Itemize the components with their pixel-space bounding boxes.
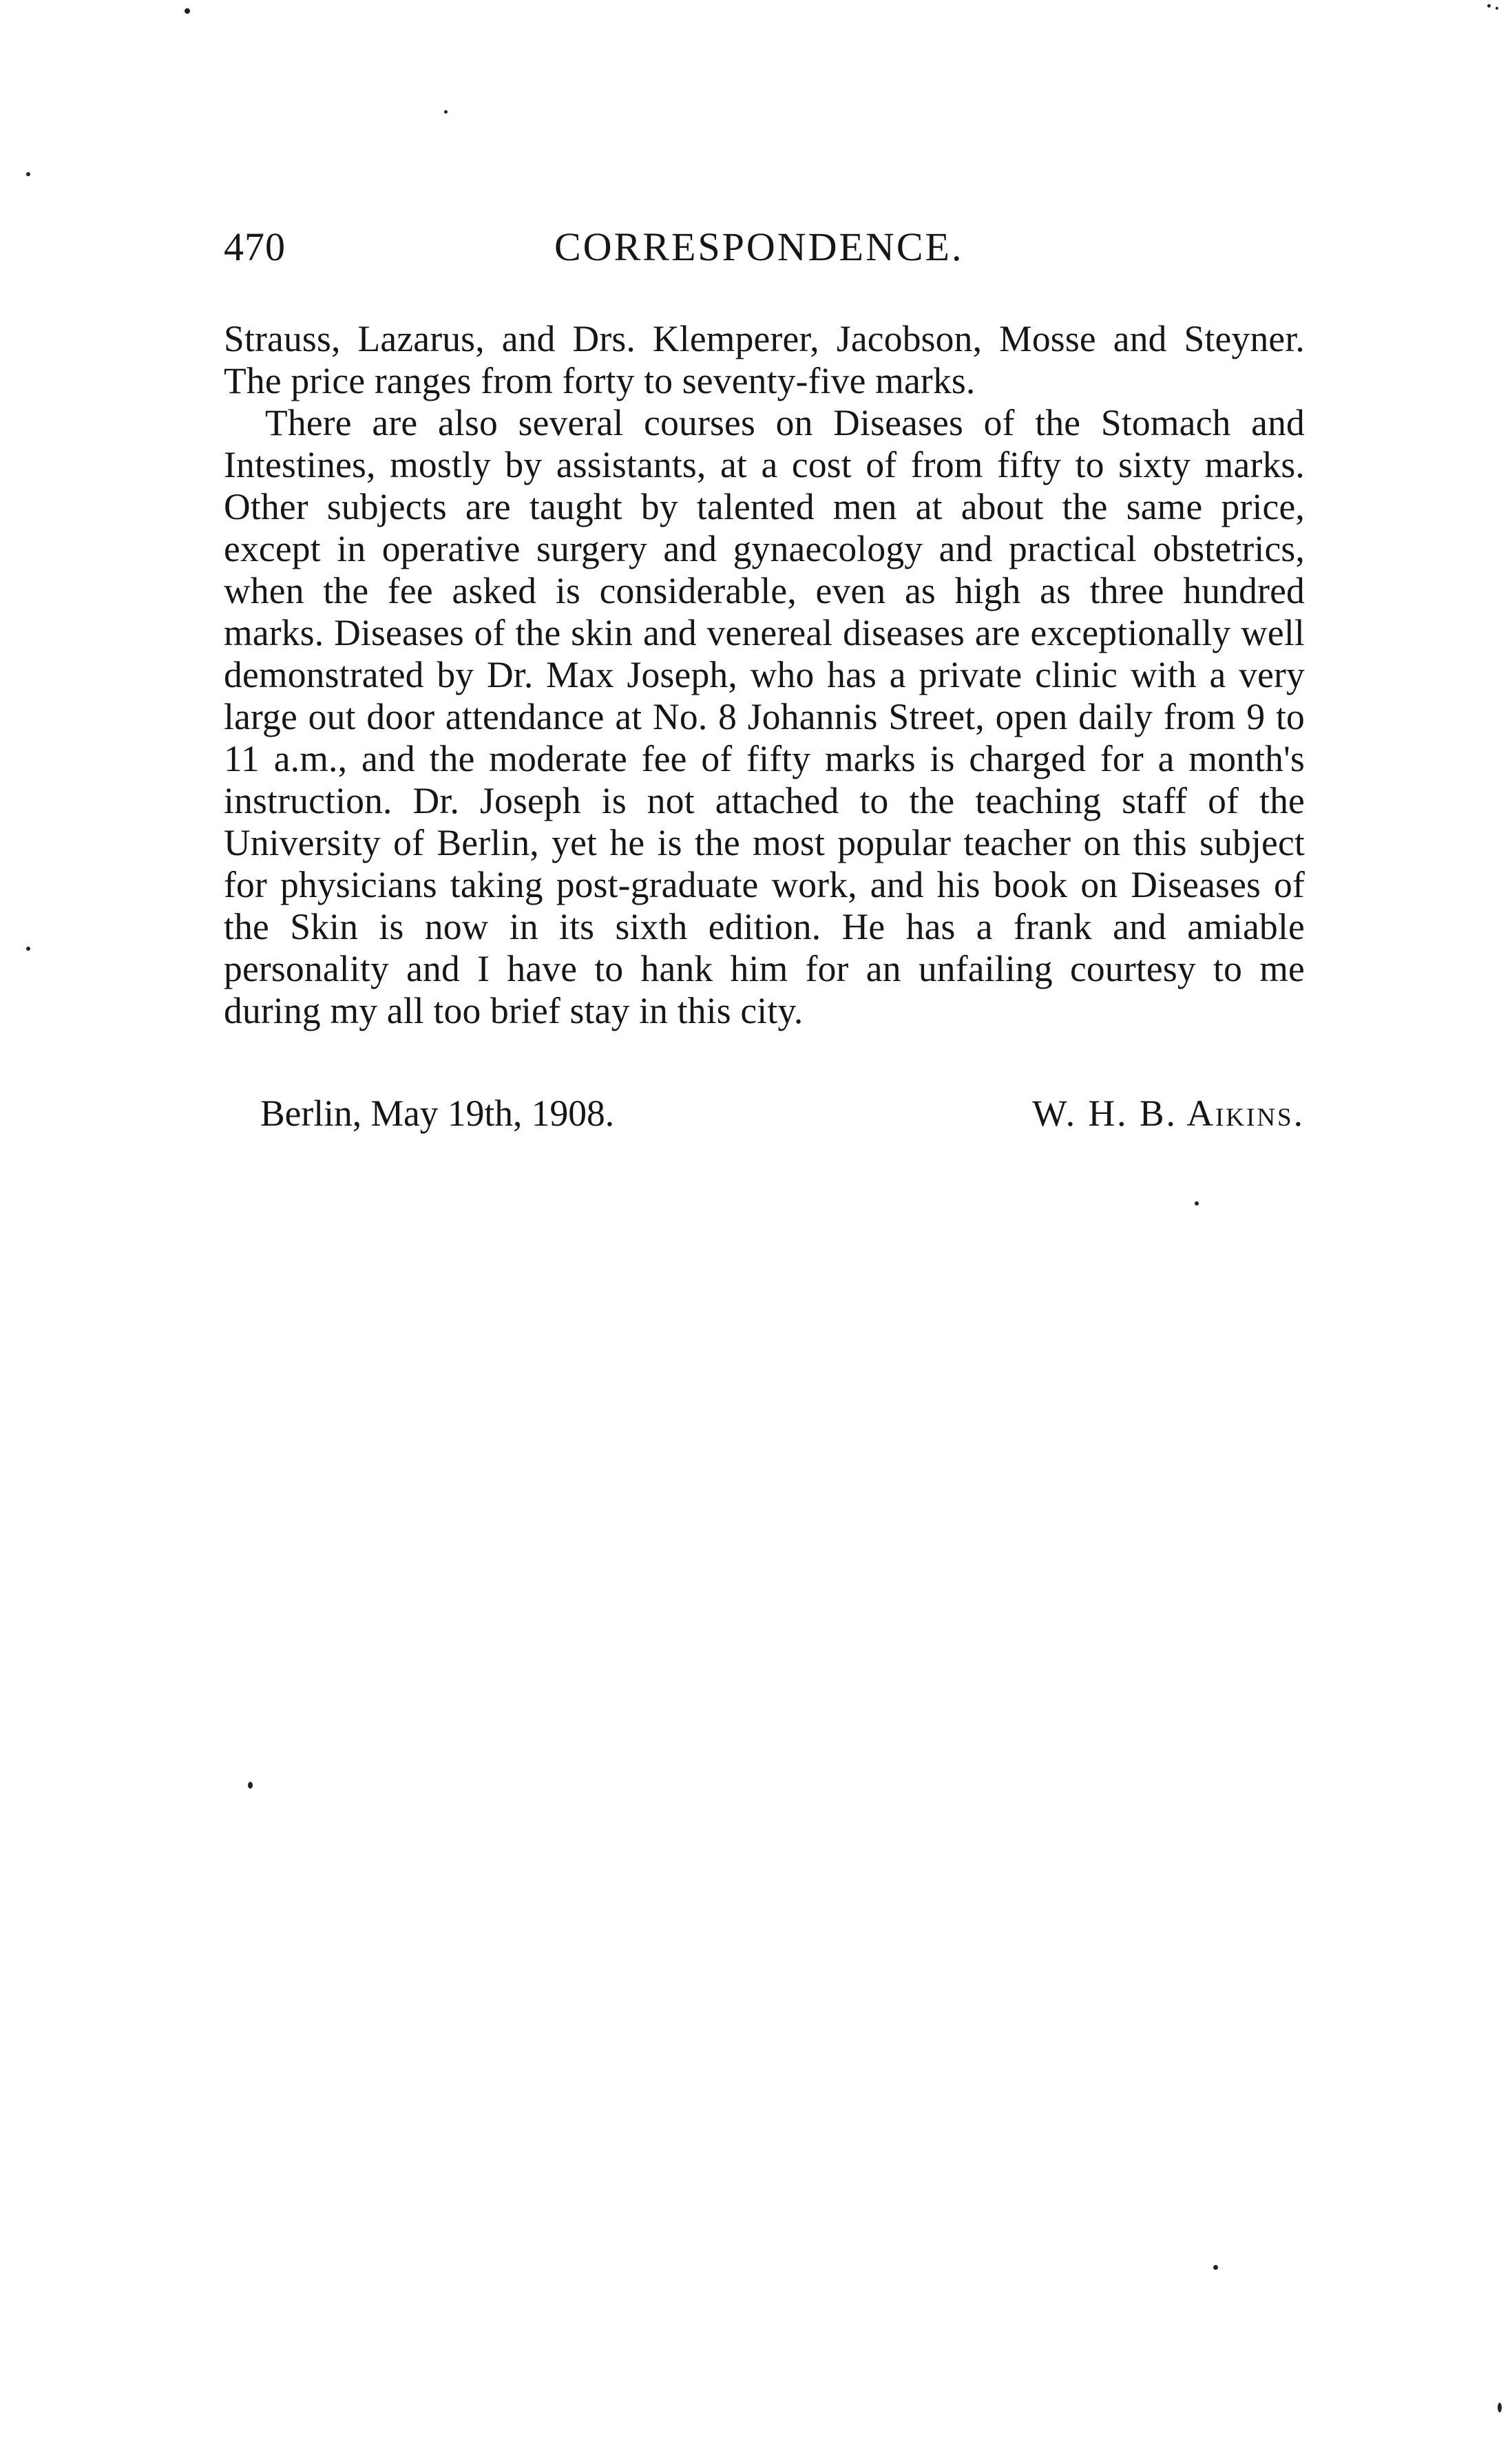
paragraph: There are also several courses on Diseases of the Stomach and Intestines, mostly by assistants, at a cost of from fifty to sixty marks. Other subjects are taught by talented men at about the same price, except in operative surgery and gynaecology and practical obstetrics, when the fee asked is considerable, even as high as three hundred marks. Diseases of the skin and venereal diseases are exceptionally well demonstrated by Dr. Max Joseph, who has a private clinic with a very large out door attendance at No. 8 Johannis Street, open daily from 9 to 11 a.m., and the moderate fee of fifty marks is charged for a month's instruction. Dr. Joseph is not attached to the teaching staff of the University of Berlin, yet he is the most popular teacher on this subject for physicians taking post-graduate work, and his book on Diseases of the Skin is now in its sixth edition. He has a frank and amiable personality and I have to hank him for an unfailing courtesy to me during my all too brief stay in this city. bbox=[224, 402, 1305, 1031]
scan-speck bbox=[444, 110, 448, 114]
scan-speck bbox=[1498, 2403, 1502, 2412]
body-text bbox=[224, 318, 1305, 1032]
scan-speck bbox=[26, 947, 30, 951]
page-number: 470 bbox=[224, 224, 286, 269]
place-and-date: Berlin, May 19th, 1908. bbox=[260, 1093, 615, 1134]
signature-line bbox=[260, 1092, 1305, 1140]
page-header bbox=[224, 224, 1305, 279]
scan-speck bbox=[185, 8, 190, 14]
scan-speck bbox=[1487, 4, 1491, 8]
author-signature bbox=[1032, 1092, 1305, 1135]
scan-speck bbox=[1496, 7, 1498, 10]
scan-speck bbox=[1213, 2265, 1218, 2270]
scan-speck bbox=[248, 1782, 253, 1789]
scan-speck bbox=[26, 172, 30, 176]
running-head: CORRESPONDENCE. bbox=[554, 224, 964, 269]
scan-speck bbox=[1195, 1201, 1199, 1205]
author-name: W. H. B. Aikins. bbox=[1032, 1093, 1305, 1134]
paragraph: Strauss, Lazarus, and Drs. Klemperer, Jacobson, Mosse and Steyner. The price ranges from forty to seventy-five marks. bbox=[224, 318, 1305, 401]
